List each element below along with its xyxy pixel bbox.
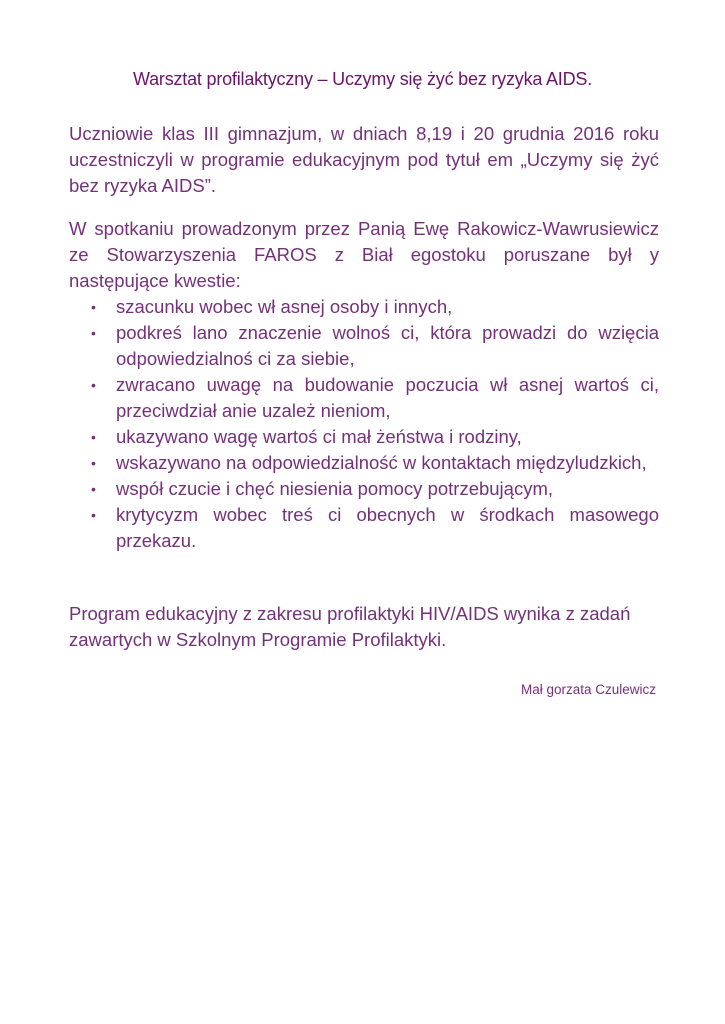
meeting-intro-paragraph: W spotkaniu prowadzonym przez Panią Ewę Rakowicz-Wawrusiewicz ze Stowarzyszenia FAROS z Biał egostoku poruszane był y następujące kwestie: [69,218,659,291]
list-item: • ukazywano wagę wartoś ci mał żeństwa i rodziny, [69,424,659,450]
issues-list [69,294,659,554]
document-title: Warsztat profilaktyczny – Uczymy się żyć bez ryzyka AIDS. [132,69,593,89]
intro-paragraph: Uczniowie klas III gimnazjum, w dniach 8,19 i 20 grudnia 2016 roku uczestniczyli w programie edukacyjnym pod tytuł em „Uczymy się żyć bez ryzyka AIDS”. [69,123,659,196]
list-item: • współ czucie i chęć niesienia pomocy potrzebującym, [69,476,659,502]
signature: Mał gorzata Czulewicz [520,682,656,697]
program-paragraph: Program edukacyjny z zakresu profilaktyki HIV/AIDS wynika z zadań zawartych w Szkolnym Programie Profilaktyki. [69,603,631,650]
meeting-section [69,216,659,554]
list-item: • zwracano uwagę na budowanie poczucia wł asnej wartoś ci, przeciwdział anie uzależ nieniom, [69,372,659,424]
list-item: • szacunku wobec wł asnej osoby i innych, [69,294,659,320]
list-item: • podkreś lano znaczenie wolnoś ci, która prowadzi do wzięcia odpowiedzialnoś ci za siebie, [69,320,659,372]
list-item: • wskazywano na odpowiedzialność w kontaktach międzyludzkich, [69,450,659,476]
list-item: • krytycyzm wobec treś ci obecnych w środkach masowego przekazu. [69,502,659,554]
